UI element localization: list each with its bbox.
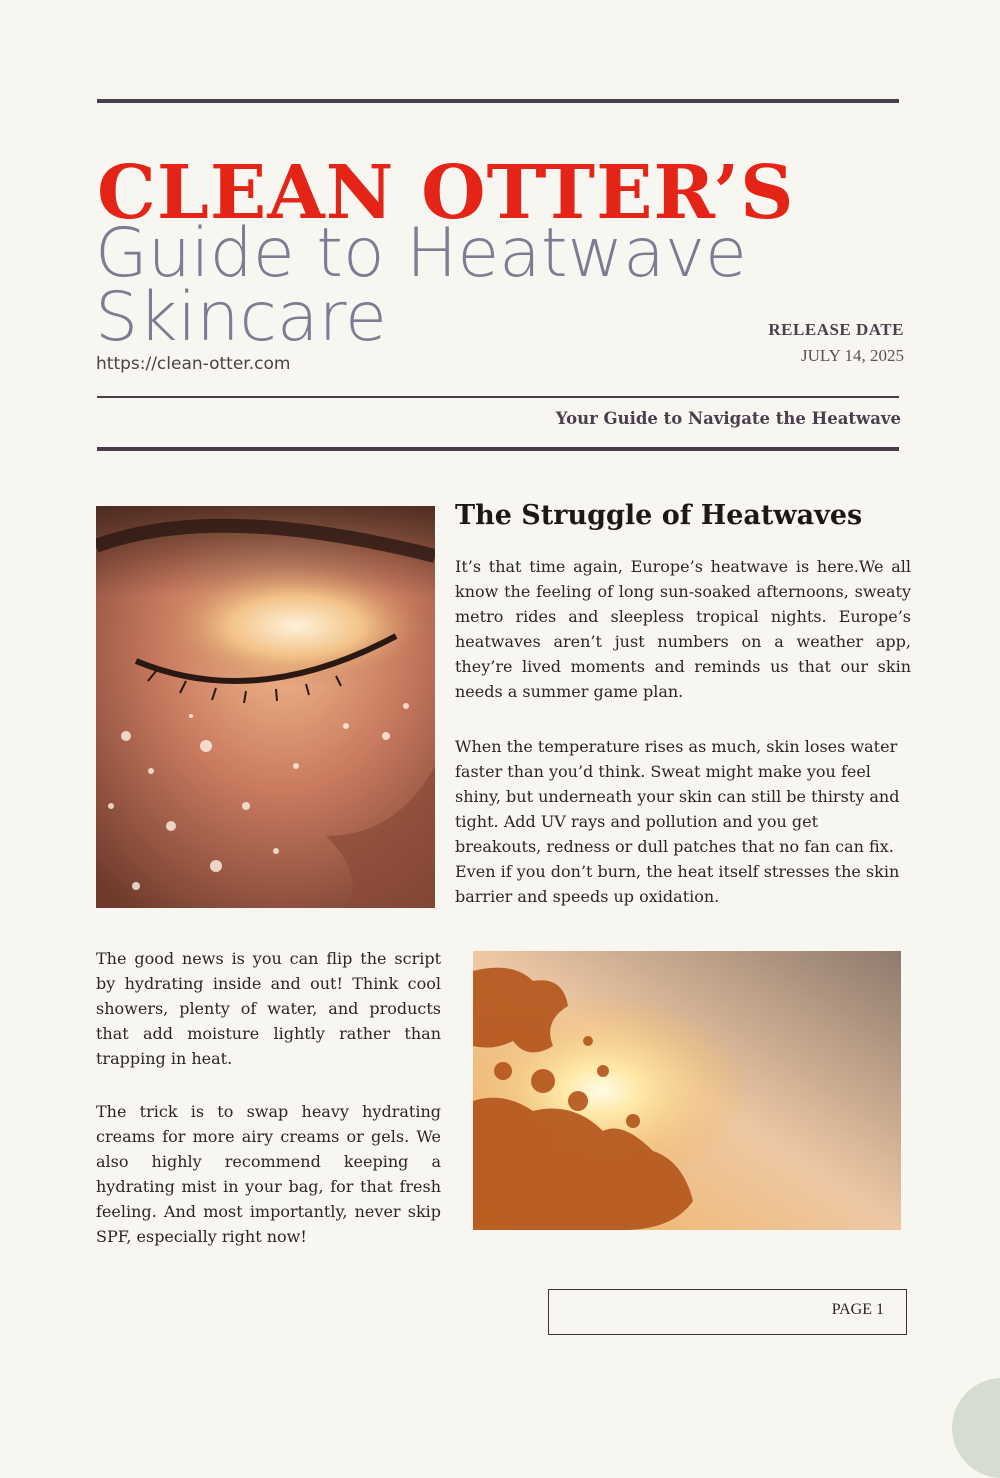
subtitle-line-2: Skincare (95, 278, 387, 357)
website-link[interactable]: https://clean-otter.com (96, 354, 291, 374)
article-paragraph-3: The good news is you can flip the script by hydrating inside and out! Think cool showers, plenty of water, and products that add moisture lightly rather than trapping in heat. (96, 949, 441, 1068)
release-date-label: RELEASE DATE (768, 320, 904, 339)
sun-through-tree-photo (473, 951, 901, 1230)
page-subtitle (95, 214, 747, 357)
corner-decoration (952, 1378, 1000, 1478)
header-divider (97, 396, 899, 398)
top-rule (97, 99, 899, 103)
release-date-value: JULY 14, 2025 (801, 346, 904, 365)
tagline: Your Guide to Navigate the Heatwave (555, 409, 901, 428)
brand-title: CLEAN OTTER’S (97, 150, 795, 236)
sun-tree-image (473, 951, 901, 1230)
dewy-skin-image (96, 506, 435, 908)
page-number: PAGE 1 (831, 1301, 884, 1318)
article-heading: The Struggle of Heatwaves (455, 500, 863, 531)
article-paragraph-4: The trick is to swap heavy hydrating creams for more airy creams or gels. We also highly recommend keeping a hydrating mist in your bag, for that fresh feeling. And most importantly, never skip SPF, especially right now! (96, 1102, 441, 1246)
article-paragraph-1: It’s that time again, Europe’s heatwave is here.We all know the feeling of long sun-soaked afternoons, sweaty metro rides and sleepless tropical nights. Europe’s heatwaves aren’t just numbers on a weather app, they’re lived moments and reminds us that our skin needs a summer game plan. (455, 557, 911, 701)
header-bottom-rule (97, 447, 899, 451)
subtitle-line-1: Guide to Heatwave (95, 214, 747, 293)
page-number-box (548, 1289, 907, 1335)
dewy-skin-photo (96, 506, 435, 908)
article-paragraph-2: When the temperature rises as much, skin loses water faster than you’d think. Sweat might make you feel shiny, but underneath your skin can still be thirsty and tight. Add UV rays and pollution and you get breakouts, redness or dull patches that no fan can fix. Even if you don’t burn, the heat itself stresses the skin barrier and speeds up oxidation. (455, 737, 900, 906)
